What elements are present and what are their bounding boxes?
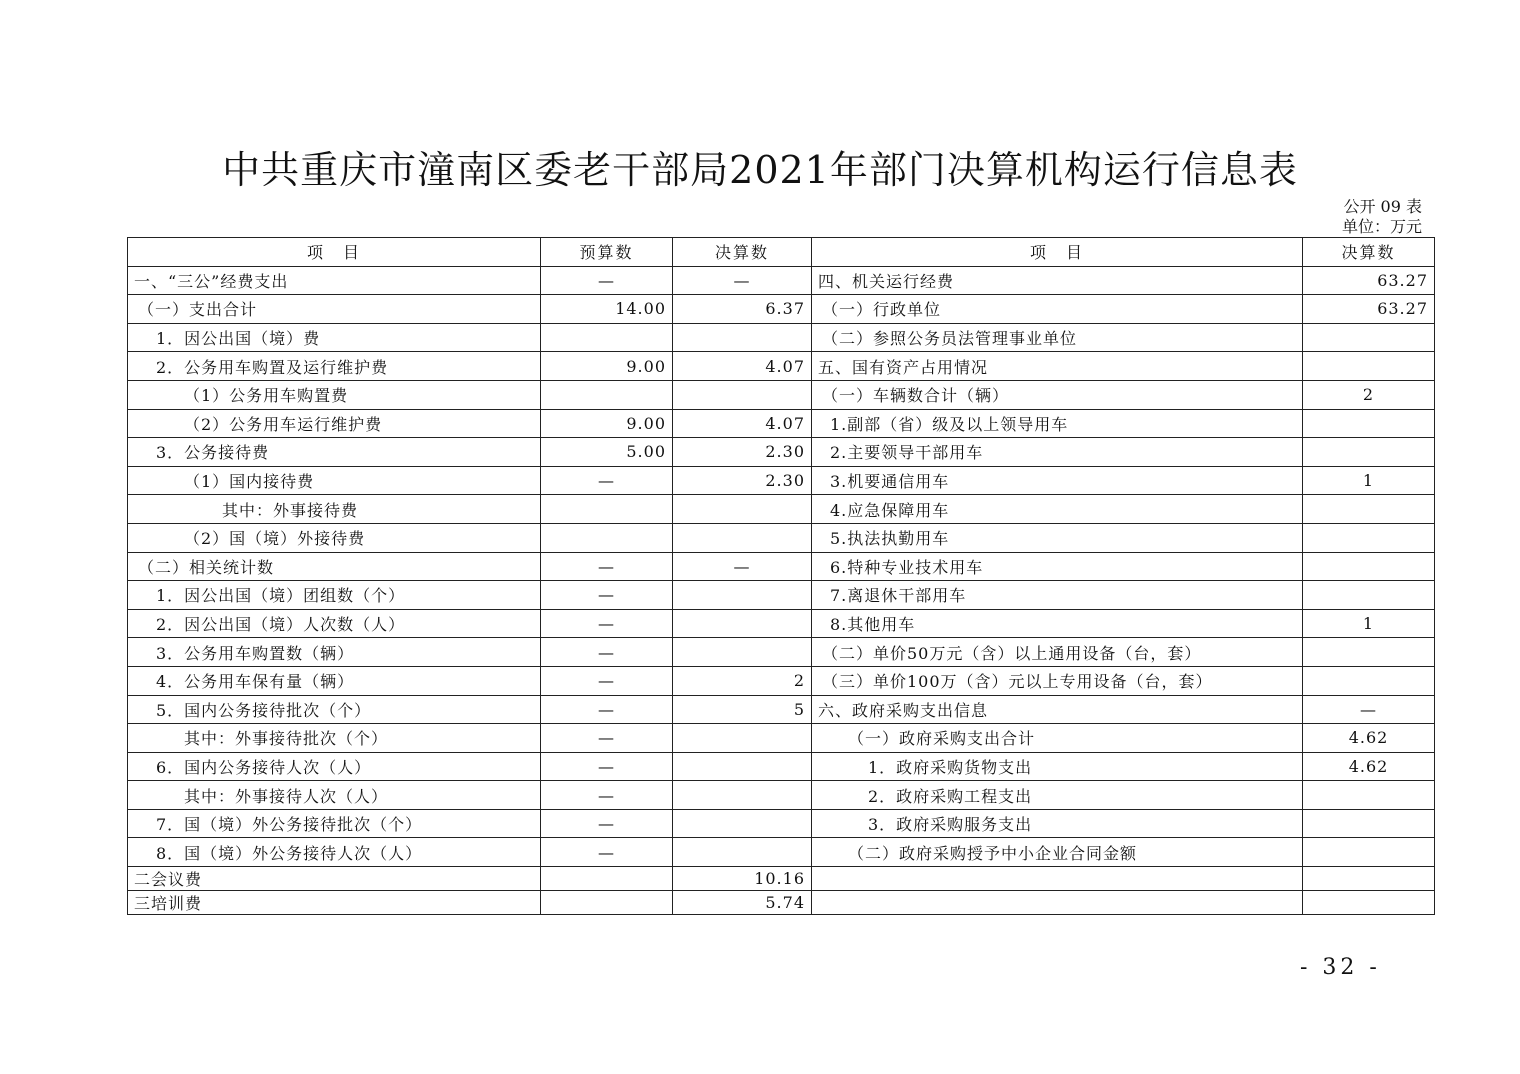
budget-cell: — bbox=[541, 466, 673, 495]
left-item-cell: （2）公务用车运行维护费 bbox=[128, 409, 541, 438]
right-item-cell: （二）政府采购授予中小企业合同金额 bbox=[812, 838, 1303, 867]
budget-cell: — bbox=[541, 638, 673, 667]
budget-cell: — bbox=[541, 695, 673, 724]
right-final-cell: 4.62 bbox=[1303, 724, 1435, 753]
right-final-cell bbox=[1303, 409, 1435, 438]
final-cell: 2.30 bbox=[673, 466, 812, 495]
right-final-cell bbox=[1303, 581, 1435, 610]
final-cell bbox=[673, 809, 812, 838]
budget-cell: 5.00 bbox=[541, 438, 673, 467]
final-cell bbox=[673, 323, 812, 352]
final-cell bbox=[673, 523, 812, 552]
right-item-cell: 3．政府采购服务支出 bbox=[812, 809, 1303, 838]
budget-cell: — bbox=[541, 609, 673, 638]
table-row bbox=[128, 581, 1435, 610]
left-item-cell: 8．国（境）外公务接待人次（人） bbox=[128, 838, 541, 867]
table-row bbox=[128, 380, 1435, 409]
budget-cell bbox=[541, 867, 673, 891]
final-cell bbox=[673, 781, 812, 810]
left-item-cell: 一、“三公”经费支出 bbox=[128, 266, 541, 295]
right-final-cell bbox=[1303, 781, 1435, 810]
right-final-cell: 2 bbox=[1303, 380, 1435, 409]
final-cell: — bbox=[673, 552, 812, 581]
budget-cell: 9.00 bbox=[541, 352, 673, 381]
right-final-cell bbox=[1303, 666, 1435, 695]
right-item-cell: 6.特种专业技术用车 bbox=[812, 552, 1303, 581]
left-item-cell: 其中：外事接待批次（个） bbox=[128, 724, 541, 753]
header-item-right: 项 目 bbox=[812, 238, 1303, 267]
right-item-cell: 5.执法执勤用车 bbox=[812, 523, 1303, 552]
budget-cell bbox=[541, 891, 673, 915]
unit-label: 单位：万元 bbox=[1341, 217, 1422, 236]
budget-cell: — bbox=[541, 752, 673, 781]
right-item-cell: 四、机关运行经费 bbox=[812, 266, 1303, 295]
right-item-cell: 2．政府采购工程支出 bbox=[812, 781, 1303, 810]
final-cell: 10.16 bbox=[673, 867, 812, 891]
final-cell: 2.30 bbox=[673, 438, 812, 467]
budget-cell bbox=[541, 380, 673, 409]
budget-cell bbox=[541, 495, 673, 524]
left-item-cell: 1．因公出国（境）费 bbox=[128, 323, 541, 352]
left-item-cell: （二）相关统计数 bbox=[128, 552, 541, 581]
right-final-cell: — bbox=[1303, 695, 1435, 724]
final-cell bbox=[673, 752, 812, 781]
right-item-cell: 1．政府采购货物支出 bbox=[812, 752, 1303, 781]
table-row bbox=[128, 609, 1435, 638]
right-item-cell: （二）单价50万元（含）以上通用设备（台，套） bbox=[812, 638, 1303, 667]
right-final-cell bbox=[1303, 891, 1435, 915]
form-number: 公开 09 表 bbox=[1343, 197, 1422, 216]
final-cell: 4.07 bbox=[673, 409, 812, 438]
budget-cell bbox=[541, 523, 673, 552]
right-item-cell: 3.机要通信用车 bbox=[812, 466, 1303, 495]
right-item-cell: （一）政府采购支出合计 bbox=[812, 724, 1303, 753]
budget-cell: — bbox=[541, 666, 673, 695]
right-final-cell bbox=[1303, 438, 1435, 467]
header-item: 项 目 bbox=[128, 238, 541, 267]
table-row bbox=[128, 781, 1435, 810]
right-item-cell bbox=[812, 867, 1303, 891]
table-body bbox=[128, 266, 1435, 914]
right-final-cell bbox=[1303, 809, 1435, 838]
left-item-cell: 三培训费 bbox=[128, 891, 541, 915]
right-final-cell bbox=[1303, 838, 1435, 867]
final-cell bbox=[673, 638, 812, 667]
table-row bbox=[128, 724, 1435, 753]
info-table bbox=[127, 237, 1435, 915]
left-item-cell: 其中：外事接待人次（人） bbox=[128, 781, 541, 810]
budget-cell: — bbox=[541, 266, 673, 295]
budget-cell: 14.00 bbox=[541, 295, 673, 324]
table-row bbox=[128, 867, 1435, 891]
right-final-cell bbox=[1303, 495, 1435, 524]
left-item-cell: 6．国内公务接待人次（人） bbox=[128, 752, 541, 781]
budget-cell: — bbox=[541, 781, 673, 810]
final-cell bbox=[673, 581, 812, 610]
final-cell bbox=[673, 609, 812, 638]
final-cell: 4.07 bbox=[673, 352, 812, 381]
left-item-cell: 2．因公出国（境）人次数（人） bbox=[128, 609, 541, 638]
right-item-cell bbox=[812, 891, 1303, 915]
right-item-cell: （一）车辆数合计（辆） bbox=[812, 380, 1303, 409]
right-final-cell: 63.27 bbox=[1303, 266, 1435, 295]
budget-cell: — bbox=[541, 809, 673, 838]
table-row bbox=[128, 638, 1435, 667]
left-item-cell: （1）公务用车购置费 bbox=[128, 380, 541, 409]
right-item-cell: 7.离退休干部用车 bbox=[812, 581, 1303, 610]
right-final-cell bbox=[1303, 352, 1435, 381]
left-item-cell: （1）国内接待费 bbox=[128, 466, 541, 495]
left-item-cell: 5．国内公务接待批次（个） bbox=[128, 695, 541, 724]
left-item-cell: 1．因公出国（境）团组数（个） bbox=[128, 581, 541, 610]
right-final-cell bbox=[1303, 323, 1435, 352]
table-row bbox=[128, 466, 1435, 495]
right-item-cell: 2.主要领导干部用车 bbox=[812, 438, 1303, 467]
left-item-cell: 4．公务用车保有量（辆） bbox=[128, 666, 541, 695]
right-final-cell bbox=[1303, 552, 1435, 581]
budget-cell: 9.00 bbox=[541, 409, 673, 438]
budget-cell: — bbox=[541, 724, 673, 753]
table-row bbox=[128, 666, 1435, 695]
left-item-cell: 3．公务接待费 bbox=[128, 438, 541, 467]
left-item-cell: 其中：外事接待费 bbox=[128, 495, 541, 524]
right-final-cell: 63.27 bbox=[1303, 295, 1435, 324]
table-row bbox=[128, 266, 1435, 295]
right-final-cell: 1 bbox=[1303, 609, 1435, 638]
right-item-cell: （三）单价100万（含）元以上专用设备（台，套） bbox=[812, 666, 1303, 695]
table-row bbox=[128, 495, 1435, 524]
table-row bbox=[128, 838, 1435, 867]
right-item-cell: （一）行政单位 bbox=[812, 295, 1303, 324]
final-cell: 5 bbox=[673, 695, 812, 724]
right-item-cell: 五、国有资产占用情况 bbox=[812, 352, 1303, 381]
table-row bbox=[128, 809, 1435, 838]
right-final-cell: 4.62 bbox=[1303, 752, 1435, 781]
final-cell: 5.74 bbox=[673, 891, 812, 915]
table-row bbox=[128, 295, 1435, 324]
left-item-cell: （2）国（境）外接待费 bbox=[128, 523, 541, 552]
right-item-cell: 8.其他用车 bbox=[812, 609, 1303, 638]
right-item-cell: （二）参照公务员法管理事业单位 bbox=[812, 323, 1303, 352]
page-title: 中共重庆市潼南区委老干部局2021年部门决算机构运行信息表 bbox=[222, 148, 1298, 192]
budget-cell: — bbox=[541, 838, 673, 867]
table-row bbox=[128, 552, 1435, 581]
left-item-cell: 7．国（境）外公务接待批次（个） bbox=[128, 809, 541, 838]
header-budget: 预算数 bbox=[541, 238, 673, 267]
left-item-cell: 2．公务用车购置及运行维护费 bbox=[128, 352, 541, 381]
left-item-cell: 3．公务用车购置数（辆） bbox=[128, 638, 541, 667]
final-cell bbox=[673, 380, 812, 409]
page-number: - 32 - bbox=[1300, 955, 1381, 980]
budget-cell: — bbox=[541, 581, 673, 610]
header-final-right: 决算数 bbox=[1303, 238, 1435, 267]
final-cell bbox=[673, 724, 812, 753]
final-cell: 6.37 bbox=[673, 295, 812, 324]
right-final-cell bbox=[1303, 523, 1435, 552]
right-final-cell: 1 bbox=[1303, 466, 1435, 495]
right-item-cell: 六、政府采购支出信息 bbox=[812, 695, 1303, 724]
table-row bbox=[128, 695, 1435, 724]
table-row bbox=[128, 352, 1435, 381]
right-final-cell bbox=[1303, 867, 1435, 891]
right-final-cell bbox=[1303, 638, 1435, 667]
final-cell: — bbox=[673, 266, 812, 295]
table-row bbox=[128, 752, 1435, 781]
right-item-cell: 4.应急保障用车 bbox=[812, 495, 1303, 524]
table-row bbox=[128, 523, 1435, 552]
final-cell bbox=[673, 838, 812, 867]
table-row bbox=[128, 438, 1435, 467]
budget-cell: — bbox=[541, 552, 673, 581]
left-item-cell: （一）支出合计 bbox=[128, 295, 541, 324]
final-cell: 2 bbox=[673, 666, 812, 695]
left-item-cell: 二会议费 bbox=[128, 867, 541, 891]
right-item-cell: 1.副部（省）级及以上领导用车 bbox=[812, 409, 1303, 438]
table-row bbox=[128, 323, 1435, 352]
table-row bbox=[128, 891, 1435, 915]
budget-cell bbox=[541, 323, 673, 352]
table-row bbox=[128, 409, 1435, 438]
table-header-row bbox=[128, 238, 1435, 267]
header-final: 决算数 bbox=[673, 238, 812, 267]
final-cell bbox=[673, 495, 812, 524]
